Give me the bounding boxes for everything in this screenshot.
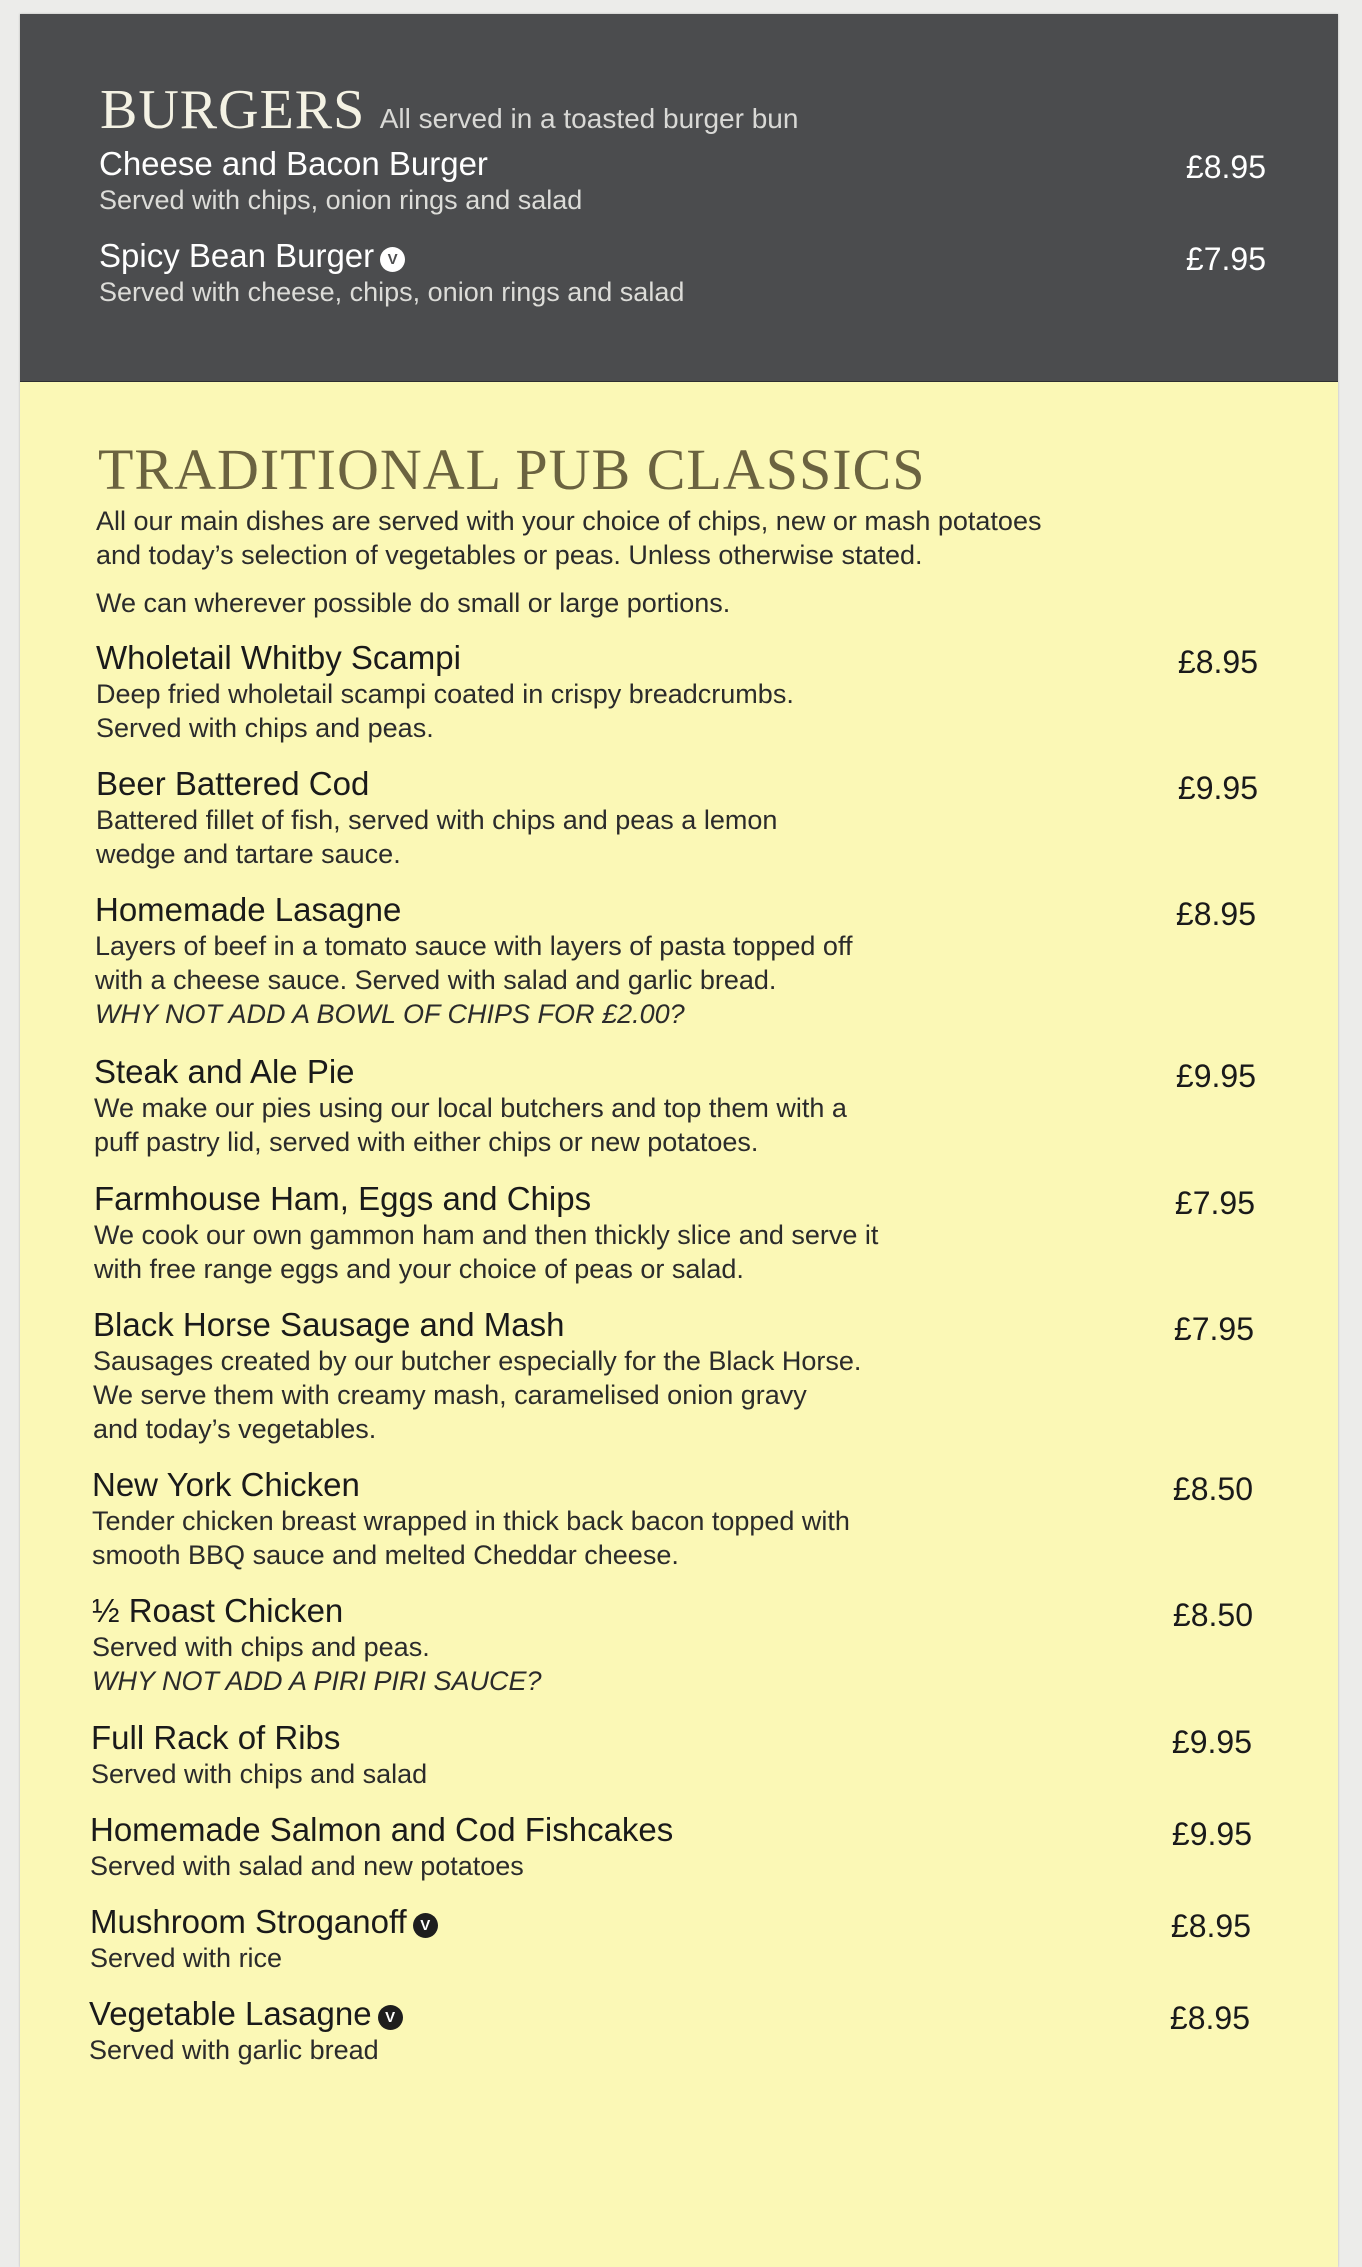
item-description: Served with cheese, chips, onion rings and salad	[99, 277, 685, 307]
item-description: We make our pies using our local butchers and top them with a	[94, 1093, 847, 1123]
vegetarian-icon: V	[378, 2005, 403, 2030]
item-name: Cheese and Bacon Burger	[99, 145, 488, 182]
item-description: Served with rice	[90, 1943, 283, 1973]
item-description: Served with chips and peas.	[96, 713, 434, 743]
item-price: £8.50	[1172, 1597, 1253, 1633]
item-name: Homemade Salmon and Cod Fishcakes	[90, 1811, 674, 1848]
item-description: We cook our own gammon ham and then thickly slice and serve it	[94, 1220, 879, 1250]
item-price: £8.95	[1170, 1908, 1251, 1944]
item-name: Beer Battered Cod	[96, 765, 370, 802]
menu-item-spicy-bean-burger	[99, 237, 684, 309]
item-note: WHY NOT ADD A PIRI PIRI SAUCE?	[92, 1666, 542, 1696]
item-note: WHY NOT ADD A BOWL OF CHIPS FOR £2.00?	[95, 999, 685, 1029]
item-price: £8.50	[1172, 1471, 1253, 1507]
item-description: Sausages created by our butcher especially for the Black Horse.	[93, 1346, 862, 1376]
menu-item-vegetable-lasagne	[89, 1995, 403, 2067]
item-name: Full Rack of Ribs	[91, 1719, 341, 1756]
item-name: Vegetable Lasagne	[89, 1995, 372, 2032]
item-price: £9.95	[1171, 1816, 1252, 1852]
vegetarian-icon: V	[380, 247, 405, 272]
menu-item-beer-battered-cod	[96, 765, 777, 871]
menu-item-mushroom-stroganoff	[90, 1903, 438, 1975]
item-name: ½ Roast Chicken	[92, 1592, 344, 1629]
item-name: Steak and Ale Pie	[94, 1053, 355, 1090]
burgers-subtitle: All served in a toasted burger bun	[379, 103, 799, 134]
item-description: and today’s vegetables.	[93, 1414, 377, 1444]
item-name: Mushroom Stroganoff	[90, 1903, 407, 1940]
classics-intro-line: All our main dishes are served with your choice of chips, new or mash potatoes	[96, 506, 1042, 536]
item-name: Homemade Lasagne	[95, 891, 402, 928]
menu-item-steak-ale-pie	[94, 1053, 847, 1159]
item-description: Battered fillet of fish, served with chips and peas a lemon	[96, 805, 778, 835]
item-price: £8.95	[1175, 896, 1256, 932]
item-price: £9.95	[1171, 1724, 1252, 1760]
menu-item-sausage-mash	[93, 1306, 861, 1446]
item-description: Served with chips and peas.	[92, 1632, 430, 1662]
item-price: £8.95	[1185, 149, 1266, 185]
item-name: Farmhouse Ham, Eggs and Chips	[94, 1180, 592, 1217]
item-description: We serve them with creamy mash, caramelised onion gravy	[93, 1380, 807, 1410]
item-name: Spicy Bean Burger	[99, 237, 375, 274]
burgers-section	[20, 14, 1338, 382]
item-description: Deep fried wholetail scampi coated in crispy breadcrumbs.	[96, 679, 794, 709]
item-description: Served with chips, onion rings and salad	[99, 185, 583, 215]
item-name: Wholetail Whitby Scampi	[96, 639, 461, 676]
item-description: Served with salad and new potatoes	[90, 1851, 524, 1881]
menu-item-rack-of-ribs	[91, 1719, 427, 1791]
menu-item-new-york-chicken	[92, 1466, 850, 1572]
item-description: puff pastry lid, served with either chips or new potatoes.	[94, 1127, 759, 1157]
item-price: £7.95	[1174, 1185, 1255, 1221]
item-price: £8.95	[1177, 644, 1258, 680]
menu-item-whitby-scampi	[96, 639, 794, 745]
item-description: smooth BBQ sauce and melted Cheddar cheese.	[92, 1540, 679, 1570]
item-price: £9.95	[1175, 1058, 1256, 1094]
item-description: Tender chicken breast wrapped in thick back bacon topped with	[92, 1506, 850, 1536]
classics-intro-line: and today’s selection of vegetables or peas. Unless otherwise stated.	[96, 540, 923, 570]
item-name: New York Chicken	[92, 1466, 360, 1503]
item-description: with a cheese sauce. Served with salad and garlic bread.	[95, 965, 777, 995]
item-price: £9.95	[1177, 770, 1258, 806]
menu-item-fishcakes	[90, 1811, 673, 1883]
item-name: Black Horse Sausage and Mash	[93, 1306, 565, 1343]
menu-item-roast-chicken	[92, 1592, 542, 1698]
classics-intro-note: We can wherever possible do small or large portions.	[96, 588, 731, 618]
item-description: Served with chips and salad	[91, 1759, 428, 1789]
item-price: £7.95	[1185, 241, 1266, 277]
menu-item-cheese-bacon-burger	[99, 145, 582, 217]
item-description: Layers of beef in a tomato sauce with layers of pasta topped off	[95, 931, 853, 961]
menu-item-homemade-lasagne	[95, 891, 852, 1031]
item-description: Served with garlic bread	[89, 2035, 379, 2065]
classics-title: TRADITIONAL PUB CLASSICS	[98, 437, 926, 502]
menu-item-ham-eggs-chips	[94, 1180, 878, 1286]
burgers-header	[100, 78, 798, 142]
item-description: with free range eggs and your choice of peas or salad.	[94, 1254, 744, 1284]
menu-page	[20, 14, 1338, 2267]
vegetarian-icon: V	[413, 1913, 438, 1938]
item-price: £7.95	[1173, 1311, 1254, 1347]
item-description: wedge and tartare sauce.	[96, 839, 401, 869]
burgers-title: BURGERS	[100, 79, 366, 141]
item-price: £8.95	[1169, 2000, 1250, 2036]
